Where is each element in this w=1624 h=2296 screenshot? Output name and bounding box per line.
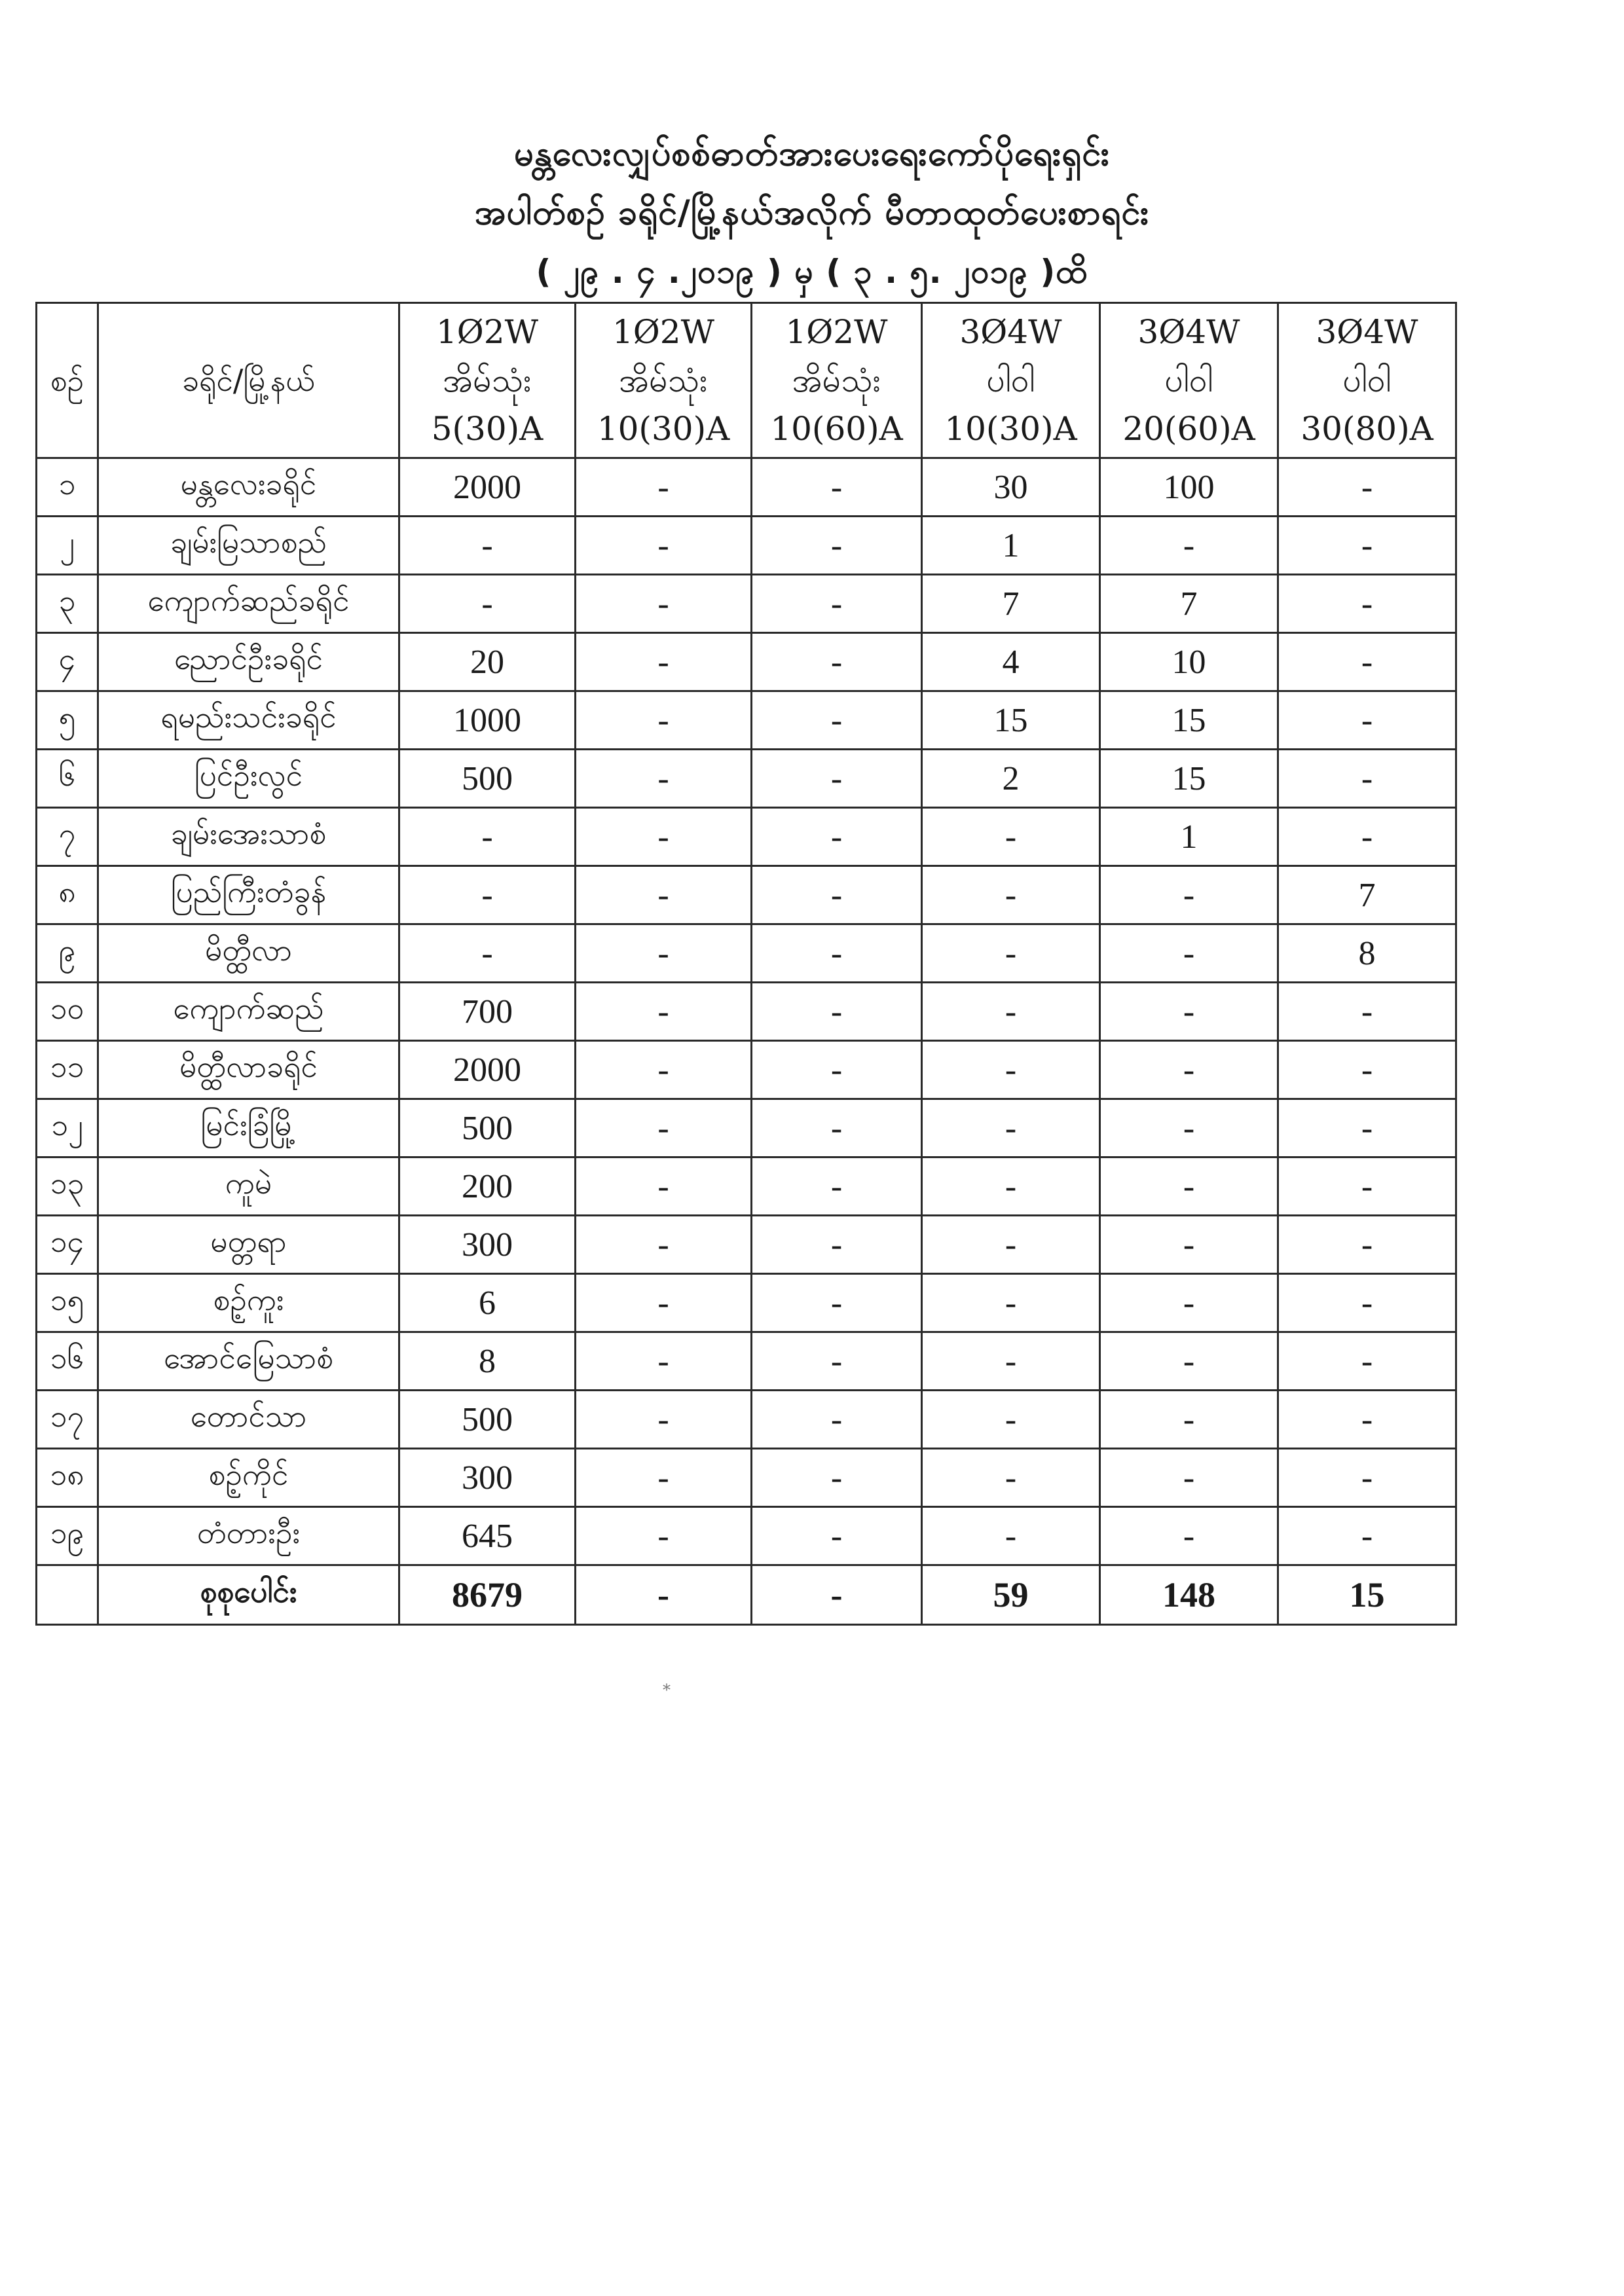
header-meter-use: အိမ်သုံး bbox=[619, 361, 708, 399]
row-value-c4: - bbox=[922, 924, 1100, 983]
row-value-c4: 7 bbox=[922, 575, 1100, 633]
row-value-c5: - bbox=[1100, 1449, 1278, 1507]
title-date-range: ( ၂၉ . ၄ .၂၀၁၉ ) မှ ( ၃ . ၅. ၂၀၁၉ )ထိ bbox=[536, 253, 1088, 291]
row-district-name: ပြည်ကြီးတံခွန် bbox=[98, 866, 399, 924]
row-value-c5: 100 bbox=[1100, 458, 1278, 517]
row-index: ၁၄ bbox=[37, 1216, 98, 1274]
row-value-c3: - bbox=[752, 1157, 922, 1216]
row-value-c4: - bbox=[922, 1099, 1100, 1157]
header-meter-rating: 10(30)A bbox=[597, 410, 730, 448]
total-label: စုစုပေါင်း bbox=[98, 1565, 399, 1625]
row-value-c2: - bbox=[576, 575, 752, 633]
row-index: ၁၆ bbox=[37, 1332, 98, 1391]
row-value-c3: - bbox=[752, 808, 922, 866]
row-value-c2: - bbox=[576, 808, 752, 866]
row-value-c6: - bbox=[1278, 1274, 1456, 1332]
row-value-c3: - bbox=[752, 633, 922, 691]
row-value-c5: - bbox=[1100, 1391, 1278, 1449]
row-value-c3: - bbox=[752, 1274, 922, 1332]
row-district-name: ပြင်ဦးလွင် bbox=[98, 750, 399, 808]
table-header-row bbox=[37, 303, 1456, 458]
row-value-c4: - bbox=[922, 1449, 1100, 1507]
row-value-c4: - bbox=[922, 1391, 1100, 1449]
row-index: ၁ bbox=[37, 458, 98, 517]
row-value-c5: - bbox=[1100, 1332, 1278, 1391]
table-row bbox=[37, 517, 1456, 575]
row-value-c2: - bbox=[576, 1099, 752, 1157]
header-meter-col bbox=[1100, 303, 1278, 458]
row-value-c4: 1 bbox=[922, 517, 1100, 575]
row-value-c5: - bbox=[1100, 1274, 1278, 1332]
row-value-c6: - bbox=[1278, 517, 1456, 575]
row-value-c4: - bbox=[922, 1274, 1100, 1332]
row-district-name: ကျောက်ဆည်ခရိုင် bbox=[98, 575, 399, 633]
row-value-c6: 8 bbox=[1278, 924, 1456, 983]
row-district-name: မိတ္ထီလာခရိုင် bbox=[98, 1041, 399, 1099]
row-value-c1: 2000 bbox=[399, 1041, 576, 1099]
header-meter-col bbox=[752, 303, 922, 458]
row-value-c1: - bbox=[399, 866, 576, 924]
row-value-c5: - bbox=[1100, 1157, 1278, 1216]
total-value-c3: - bbox=[752, 1565, 922, 1625]
row-value-c4: - bbox=[922, 808, 1100, 866]
row-district-name: မတ္တရာ bbox=[98, 1216, 399, 1274]
row-value-c4: - bbox=[922, 1507, 1100, 1565]
header-meter-rating: 5(30)A bbox=[431, 410, 544, 448]
row-index: ၁၇ bbox=[37, 1391, 98, 1449]
header-meter-rating: 10(30)A bbox=[944, 410, 1077, 448]
table-row bbox=[37, 575, 1456, 633]
row-district-name: မြင်းခြံမြို့ bbox=[98, 1099, 399, 1157]
title-line-1: မန္တလေးလျှပ်စစ်ဓာတ်အားပေးရေးကော်ပိုရေးရှင်း bbox=[513, 134, 1111, 173]
row-value-c5: 15 bbox=[1100, 750, 1278, 808]
row-value-c2: - bbox=[576, 1391, 752, 1449]
row-value-c1: - bbox=[399, 924, 576, 983]
header-meter-phase: 1Ø2W bbox=[785, 313, 888, 351]
table-row bbox=[37, 1332, 1456, 1391]
row-value-c6: - bbox=[1278, 1041, 1456, 1099]
header-index: စဉ် bbox=[37, 303, 98, 458]
header-meter-use: အိမ်သုံး bbox=[792, 361, 881, 399]
row-value-c5: - bbox=[1100, 983, 1278, 1041]
row-value-c3: - bbox=[752, 1332, 922, 1391]
row-value-c2: - bbox=[576, 1274, 752, 1332]
row-value-c2: - bbox=[576, 691, 752, 750]
row-value-c6: - bbox=[1278, 1099, 1456, 1157]
row-value-c2: - bbox=[576, 1216, 752, 1274]
row-value-c6: - bbox=[1278, 691, 1456, 750]
row-value-c5: 15 bbox=[1100, 691, 1278, 750]
table-row bbox=[37, 691, 1456, 750]
row-value-c3: - bbox=[752, 575, 922, 633]
row-value-c2: - bbox=[576, 458, 752, 517]
header-meter-use: အိမ်သုံး bbox=[443, 361, 532, 399]
row-value-c6: - bbox=[1278, 1391, 1456, 1449]
row-value-c3: - bbox=[752, 750, 922, 808]
row-value-c1: 2000 bbox=[399, 458, 576, 517]
row-index: ၉ bbox=[37, 924, 98, 983]
row-value-c4: 30 bbox=[922, 458, 1100, 517]
row-index: ၁၀ bbox=[37, 983, 98, 1041]
row-value-c4: - bbox=[922, 983, 1100, 1041]
row-index: ၄ bbox=[37, 633, 98, 691]
row-value-c3: - bbox=[752, 866, 922, 924]
row-value-c2: - bbox=[576, 1332, 752, 1391]
row-value-c6: - bbox=[1278, 1157, 1456, 1216]
row-value-c4: - bbox=[922, 1157, 1100, 1216]
header-meter-col bbox=[1278, 303, 1456, 458]
header-meter-phase: 3Ø4W bbox=[1137, 313, 1240, 351]
row-value-c6: - bbox=[1278, 458, 1456, 517]
row-index: ၇ bbox=[37, 808, 98, 866]
row-value-c4: - bbox=[922, 866, 1100, 924]
title-line-2: အပါတ်စဉ် ခရိုင်/မြို့နယ်အလိုက် မီတာထုတ်ပေးစာရင်း bbox=[474, 193, 1150, 232]
header-meter-col bbox=[399, 303, 576, 458]
row-value-c5: - bbox=[1100, 1507, 1278, 1565]
header-meter-rating: 30(80)A bbox=[1301, 410, 1433, 448]
row-value-c4: - bbox=[922, 1041, 1100, 1099]
total-value-c6: 15 bbox=[1278, 1565, 1456, 1625]
row-value-c6: 7 bbox=[1278, 866, 1456, 924]
header-meter-col bbox=[922, 303, 1100, 458]
row-index: ၁၃ bbox=[37, 1157, 98, 1216]
header-meter-phase: 1Ø2W bbox=[612, 313, 714, 351]
row-district-name: မိတ္ထီလာ bbox=[98, 924, 399, 983]
row-district-name: စဉ့်ကိုင် bbox=[98, 1449, 399, 1507]
row-value-c3: - bbox=[752, 1391, 922, 1449]
row-value-c6: - bbox=[1278, 983, 1456, 1041]
row-value-c2: - bbox=[576, 517, 752, 575]
row-index: ၁၅ bbox=[37, 1274, 98, 1332]
table-row bbox=[37, 1449, 1456, 1507]
row-value-c3: - bbox=[752, 517, 922, 575]
total-value-c2: - bbox=[576, 1565, 752, 1625]
table-row bbox=[37, 808, 1456, 866]
row-value-c1: 1000 bbox=[399, 691, 576, 750]
table-row bbox=[37, 1099, 1456, 1157]
row-value-c6: - bbox=[1278, 1507, 1456, 1565]
row-value-c1: 500 bbox=[399, 1391, 576, 1449]
table-row bbox=[37, 1274, 1456, 1332]
row-index: ၃ bbox=[37, 575, 98, 633]
row-value-c4: 4 bbox=[922, 633, 1100, 691]
row-district-name: မန္တလေးခရိုင် bbox=[98, 458, 399, 517]
row-index: ၁၈ bbox=[37, 1449, 98, 1507]
table-row bbox=[37, 633, 1456, 691]
header-meter-col bbox=[576, 303, 752, 458]
row-index: ၁၁ bbox=[37, 1041, 98, 1099]
row-value-c1: - bbox=[399, 517, 576, 575]
row-value-c6: - bbox=[1278, 808, 1456, 866]
row-value-c5: - bbox=[1100, 924, 1278, 983]
row-value-c3: - bbox=[752, 1041, 922, 1099]
row-value-c1: 8 bbox=[399, 1332, 576, 1391]
row-index: ၁၉ bbox=[37, 1507, 98, 1565]
table-row bbox=[37, 1216, 1456, 1274]
row-value-c1: 6 bbox=[399, 1274, 576, 1332]
row-district-name: ရမည်းသင်းခရိုင် bbox=[98, 691, 399, 750]
row-value-c6: - bbox=[1278, 1216, 1456, 1274]
total-value-c1: 8679 bbox=[399, 1565, 576, 1625]
header-meter-use: ပါဝါ bbox=[1342, 361, 1392, 399]
row-value-c2: - bbox=[576, 866, 752, 924]
row-value-c1: - bbox=[399, 575, 576, 633]
row-index: ၁၂ bbox=[37, 1099, 98, 1157]
row-value-c5: - bbox=[1100, 866, 1278, 924]
row-value-c4: 2 bbox=[922, 750, 1100, 808]
header-district: ခရိုင်/မြို့နယ် bbox=[98, 303, 399, 458]
row-district-name: ချမ်းမြသာစည် bbox=[98, 517, 399, 575]
row-value-c2: - bbox=[576, 633, 752, 691]
header-meter-phase: 1Ø2W bbox=[435, 313, 538, 351]
header-meter-phase: 3Ø4W bbox=[1316, 313, 1418, 351]
row-value-c2: - bbox=[576, 924, 752, 983]
scan-speck: ⁎ bbox=[663, 1676, 671, 1694]
row-value-c4: - bbox=[922, 1332, 1100, 1391]
row-value-c5: - bbox=[1100, 1099, 1278, 1157]
row-value-c1: - bbox=[399, 808, 576, 866]
row-index: ၈ bbox=[37, 866, 98, 924]
row-value-c3: - bbox=[752, 1449, 922, 1507]
row-value-c6: - bbox=[1278, 1449, 1456, 1507]
table-row bbox=[37, 866, 1456, 924]
row-value-c3: - bbox=[752, 983, 922, 1041]
row-value-c5: - bbox=[1100, 1216, 1278, 1274]
row-value-c4: 15 bbox=[922, 691, 1100, 750]
header-meter-use: ပါဝါ bbox=[986, 361, 1035, 399]
row-value-c2: - bbox=[576, 1449, 752, 1507]
row-value-c1: 500 bbox=[399, 1099, 576, 1157]
table-row bbox=[37, 1507, 1456, 1565]
table-row bbox=[37, 924, 1456, 983]
row-value-c3: - bbox=[752, 924, 922, 983]
row-value-c3: - bbox=[752, 691, 922, 750]
row-index: ၅ bbox=[37, 691, 98, 750]
row-value-c2: - bbox=[576, 983, 752, 1041]
table-row bbox=[37, 983, 1456, 1041]
row-value-c1: 500 bbox=[399, 750, 576, 808]
row-value-c6: - bbox=[1278, 750, 1456, 808]
row-district-name: ကျောက်ဆည် bbox=[98, 983, 399, 1041]
total-value-c5: 148 bbox=[1100, 1565, 1278, 1625]
row-value-c6: - bbox=[1278, 1332, 1456, 1391]
row-value-c1: 645 bbox=[399, 1507, 576, 1565]
row-value-c5: 1 bbox=[1100, 808, 1278, 866]
row-index: ၆ bbox=[37, 750, 98, 808]
row-value-c6: - bbox=[1278, 575, 1456, 633]
table-row bbox=[37, 750, 1456, 808]
row-district-name: တံတားဦး bbox=[98, 1507, 399, 1565]
row-value-c1: 20 bbox=[399, 633, 576, 691]
row-district-name: တောင်သာ bbox=[98, 1391, 399, 1449]
row-value-c1: 700 bbox=[399, 983, 576, 1041]
row-district-name: ချမ်းအေးသာစံ bbox=[98, 808, 399, 866]
row-value-c2: - bbox=[576, 1041, 752, 1099]
row-value-c2: - bbox=[576, 1157, 752, 1216]
row-district-name: စဉ့်ကူး bbox=[98, 1274, 399, 1332]
header-meter-phase: 3Ø4W bbox=[959, 313, 1062, 351]
table-body bbox=[37, 458, 1456, 1625]
row-district-name: ကူမဲ bbox=[98, 1157, 399, 1216]
row-value-c3: - bbox=[752, 1099, 922, 1157]
table-row bbox=[37, 1391, 1456, 1449]
total-index-blank bbox=[37, 1565, 98, 1625]
row-value-c6: - bbox=[1278, 633, 1456, 691]
row-value-c3: - bbox=[752, 458, 922, 517]
row-value-c3: - bbox=[752, 1216, 922, 1274]
meter-issue-table bbox=[35, 302, 1457, 1626]
row-value-c1: 300 bbox=[399, 1449, 576, 1507]
row-value-c3: - bbox=[752, 1507, 922, 1565]
table-row bbox=[37, 458, 1456, 517]
row-value-c2: - bbox=[576, 750, 752, 808]
row-value-c4: - bbox=[922, 1216, 1100, 1274]
document-title bbox=[0, 124, 1624, 301]
table-row bbox=[37, 1157, 1456, 1216]
table-row bbox=[37, 1041, 1456, 1099]
header-meter-rating: 20(60)A bbox=[1122, 410, 1255, 448]
header-meter-rating: 10(60)A bbox=[770, 410, 903, 448]
row-index: ၂ bbox=[37, 517, 98, 575]
header-meter-use: ပါဝါ bbox=[1164, 361, 1213, 399]
row-district-name: ညောင်ဦးခရိုင် bbox=[98, 633, 399, 691]
total-value-c4: 59 bbox=[922, 1565, 1100, 1625]
row-value-c2: - bbox=[576, 1507, 752, 1565]
table-total-row bbox=[37, 1565, 1456, 1625]
row-value-c5: - bbox=[1100, 517, 1278, 575]
row-value-c5: 7 bbox=[1100, 575, 1278, 633]
row-district-name: အောင်မြေသာစံ bbox=[98, 1332, 399, 1391]
row-value-c5: 10 bbox=[1100, 633, 1278, 691]
row-value-c1: 200 bbox=[399, 1157, 576, 1216]
row-value-c1: 300 bbox=[399, 1216, 576, 1274]
row-value-c5: - bbox=[1100, 1041, 1278, 1099]
